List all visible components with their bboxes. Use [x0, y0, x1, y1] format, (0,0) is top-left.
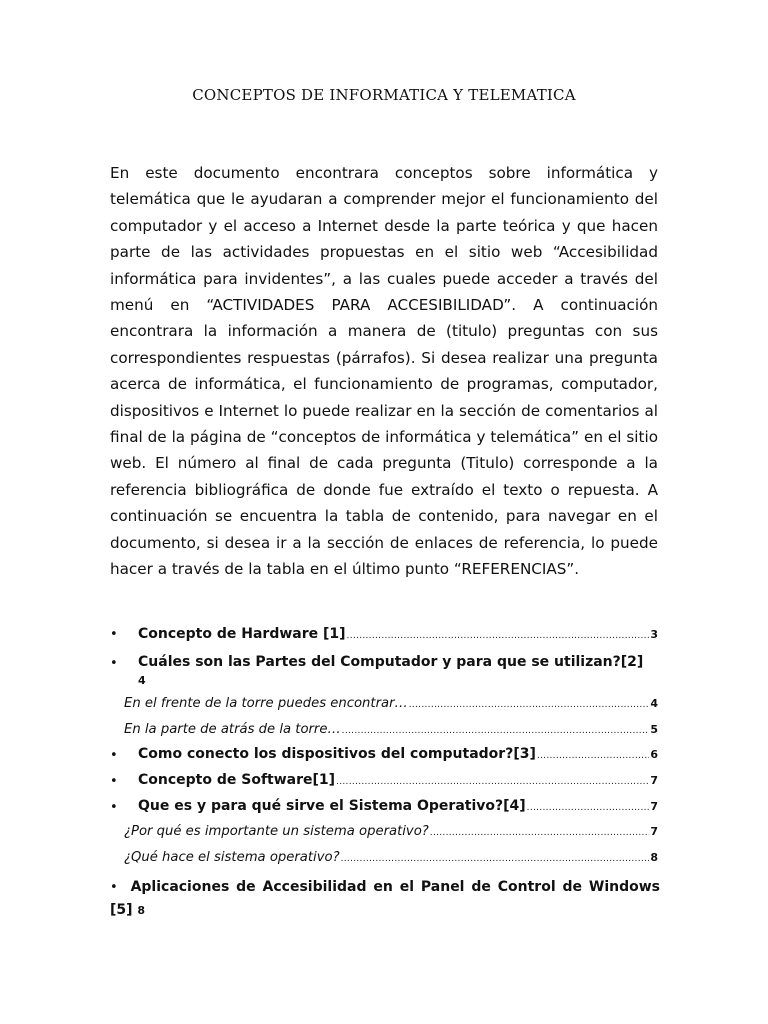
toc-dot-leader	[342, 726, 650, 736]
toc-dot-leader	[347, 631, 650, 641]
toc-entry-label: ¿Qué hace el sistema operativo?	[124, 850, 340, 865]
toc-page-number: 5	[650, 723, 658, 736]
document-title: CONCEPTOS DE INFORMATICA Y TELEMATICA	[192, 86, 576, 104]
toc-page-number: 8	[650, 851, 658, 864]
toc-dot-leader	[336, 777, 649, 787]
toc-entry-label: Concepto de Hardware [1]	[138, 626, 346, 642]
toc-page-number: 8	[137, 904, 146, 917]
toc-entry-software[interactable]	[138, 772, 658, 788]
toc-page-number: 7	[650, 800, 658, 813]
toc-entry-label: En la parte de atrás de la torre…	[124, 722, 341, 737]
toc-entry-importancia-so[interactable]	[124, 824, 658, 839]
toc-entry-accesibilidad-windows[interactable]	[110, 876, 660, 922]
toc-entry-label: Concepto de Software[1]	[138, 772, 336, 788]
toc-entry-sistema-operativo[interactable]	[138, 798, 658, 814]
toc-dot-leader	[430, 828, 650, 838]
toc-page-number: 7	[650, 774, 658, 787]
toc-bullet: •	[110, 748, 118, 763]
toc-dot-leader	[341, 854, 650, 864]
toc-bullet: •	[110, 880, 118, 895]
toc-bullet: •	[110, 774, 118, 789]
toc-entry-label: Como conecto los dispositivos del computador?[3]	[138, 746, 536, 762]
toc-entry-label: Aplicaciones de Accesibilidad en el Panel de Control de Windows [5]	[110, 879, 661, 918]
toc-entry-que-hace-so[interactable]	[124, 850, 658, 865]
toc-page-number: 4	[138, 674, 146, 687]
toc-entry-hardware[interactable]	[138, 626, 658, 642]
toc-entry-frente-torre[interactable]	[124, 696, 658, 711]
intro-paragraph: En este documento encontrara conceptos sobre informática y telemática que le ayudaran a comprender mejor el funcionamiento del computador y el acceso a Internet desde la parte teórica y que hacen parte de las actividades propuestas en el sitio web “Accesibilidad informática para invidentes”, a las cuales puede acceder a través del menú en “ACTIVIDADES PARA ACCESIBILIDAD”. A continuación encontrara la información a manera de (titulo) preguntas con sus correspondientes respuestas (párrafos). Si desea realizar una pregunta acerca de informática, el funcionamiento de programas, computador, dispositivos e Internet lo puede realizar en la sección de comentarios al final de la página de “conceptos de informática y telemática” en el sitio web. El número al final de cada pregunta (Titulo) corresponde a la referencia bibliográfica de donde fue extraído el texto o repuesta. A continuación se encuentra la tabla de contenido, para navegar en el documento, si desea ir a la sección de enlaces de referencia, lo puede hacer a través de la tabla en el último punto “REFERENCIAS”.	[110, 164, 658, 579]
toc-page-number: 4	[650, 697, 658, 710]
toc-dot-leader	[527, 803, 650, 813]
toc-entry-partes-computador[interactable]	[138, 654, 658, 670]
toc-entry-atras-torre[interactable]	[124, 722, 658, 737]
toc-bullet: •	[110, 656, 118, 671]
toc-bullet: •	[110, 800, 118, 815]
toc-dot-leader	[409, 700, 650, 710]
toc-page-number: 3	[650, 628, 658, 641]
toc-entry-label: Que es y para qué sirve el Sistema Operativo?[4]	[138, 798, 526, 814]
toc-entry-label: Cuáles son las Partes del Computador y para que se utilizan?[2]	[138, 654, 644, 670]
toc-page-number: 6	[650, 748, 658, 761]
toc-bullet: •	[110, 627, 118, 642]
toc-entry-label: En el frente de la torre puedes encontrar…	[124, 696, 408, 711]
toc-page-number: 7	[650, 825, 658, 838]
toc-dot-leader	[537, 751, 649, 761]
toc-entry-conectar-dispositivos[interactable]	[138, 746, 658, 762]
toc-entry-label: ¿Por qué es importante un sistema operativo?	[124, 824, 429, 839]
